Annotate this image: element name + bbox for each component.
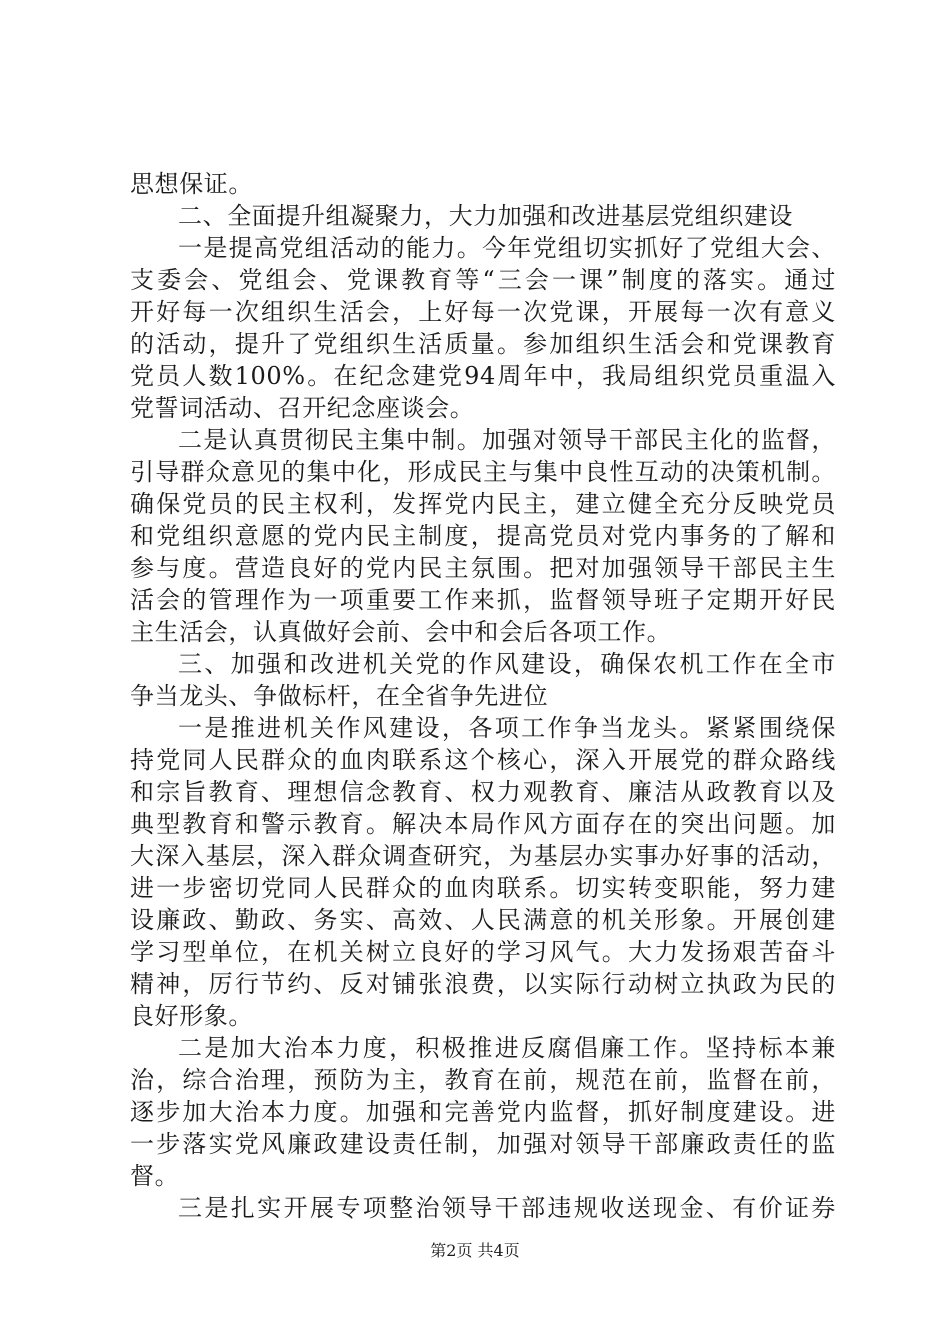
text-line: 二、全面提升组凝聚力，大力加强和改进基层党组织建设 — [178, 202, 793, 230]
text-line: 参与度。营造良好的党内民主氛围。把对加强领导干部民主生 — [130, 554, 836, 582]
text-line: 设廉政、勤政、务实、高效、人民满意的机关形象。开展创建 — [130, 906, 836, 934]
text-line: 主生活会，认真做好会前、会中和会后各项工作。 — [130, 618, 672, 646]
text-line: 一是推进机关作风建设，各项工作争当龙头。紧紧围绕保 — [178, 714, 836, 742]
text-line: 思想保证。 — [130, 170, 253, 198]
page-footer: 第2页 共4页 — [430, 1241, 520, 1260]
text-line: 精神，厉行节约、反对铺张浪费，以实际行动树立执政为民的 — [130, 970, 836, 998]
text-line: 良好形象。 — [130, 1002, 253, 1030]
text-line: 督。 — [130, 1162, 180, 1190]
text-line: 大深入基层，深入群众调查研究，为基层办实事办好事的活动， — [130, 842, 836, 870]
text-line: 支委会、党组会、党课教育等“三会一课”制度的落实。通过 — [130, 266, 836, 294]
text-line: 持党同人民群众的血肉联系这个核心，深入开展党的群众路线 — [130, 746, 836, 774]
text-line: 典型教育和警示教育。解决本局作风方面存在的突出问题。加 — [130, 810, 836, 838]
text-line: 二是认真贯彻民主集中制。加强对领导干部民主化的监督， — [178, 426, 836, 454]
text-line: 争当龙头、争做标杆，在全省争先进位 — [130, 682, 549, 710]
text-line: 和宗旨教育、理想信念教育、权力观教育、廉洁从政教育以及 — [130, 778, 836, 806]
text-line: 学习型单位，在机关树立良好的学习风气。大力发扬艰苦奋斗 — [130, 938, 836, 966]
text-line: 开好每一次组织生活会，上好每一次党课，开展每一次有意义 — [130, 298, 836, 326]
text-line: 一是提高党组活动的能力。今年党组切实抓好了党组大会、 — [178, 234, 836, 262]
text-line: 三是扎实开展专项整治领导干部违规收送现金、有价证券 — [178, 1194, 836, 1222]
text-line: 进一步密切党同人民群众的血肉联系。切实转变职能，努力建 — [130, 874, 836, 902]
text-line: 二是加大治本力度，积极推进反腐倡廉工作。坚持标本兼 — [178, 1034, 836, 1062]
text-line: 的活动，提升了党组织生活质量。参加组织生活会和党课教育 — [130, 330, 836, 358]
text-line: 活会的管理作为一项重要工作来抓，监督领导班子定期开好民 — [130, 586, 836, 614]
text-line: 党员人数100%。在纪念建党94周年中，我局组织党员重温入 — [130, 362, 836, 390]
text-line: 和党组织意愿的党内民主制度，提高党员对党内事务的了解和 — [130, 522, 836, 550]
text-line: 一步落实党风廉政建设责任制，加强对领导干部廉政责任的监 — [130, 1130, 836, 1158]
text-line: 三、加强和改进机关党的作风建设，确保农机工作在全市 — [178, 650, 836, 678]
text-line: 引导群众意见的集中化，形成民主与集中良性互动的决策机制。 — [130, 458, 836, 486]
text-line: 党誓词活动、召开纪念座谈会。 — [130, 394, 475, 422]
document-body — [130, 168, 836, 1224]
text-line: 治，综合治理，预防为主，教育在前，规范在前，监督在前， — [130, 1066, 836, 1094]
text-line: 确保党员的民主权利，发挥党内民主，建立健全充分反映党员 — [130, 490, 836, 518]
text-line: 逐步加大治本力度。加强和完善党内监督，抓好制度建设。进 — [130, 1098, 836, 1126]
